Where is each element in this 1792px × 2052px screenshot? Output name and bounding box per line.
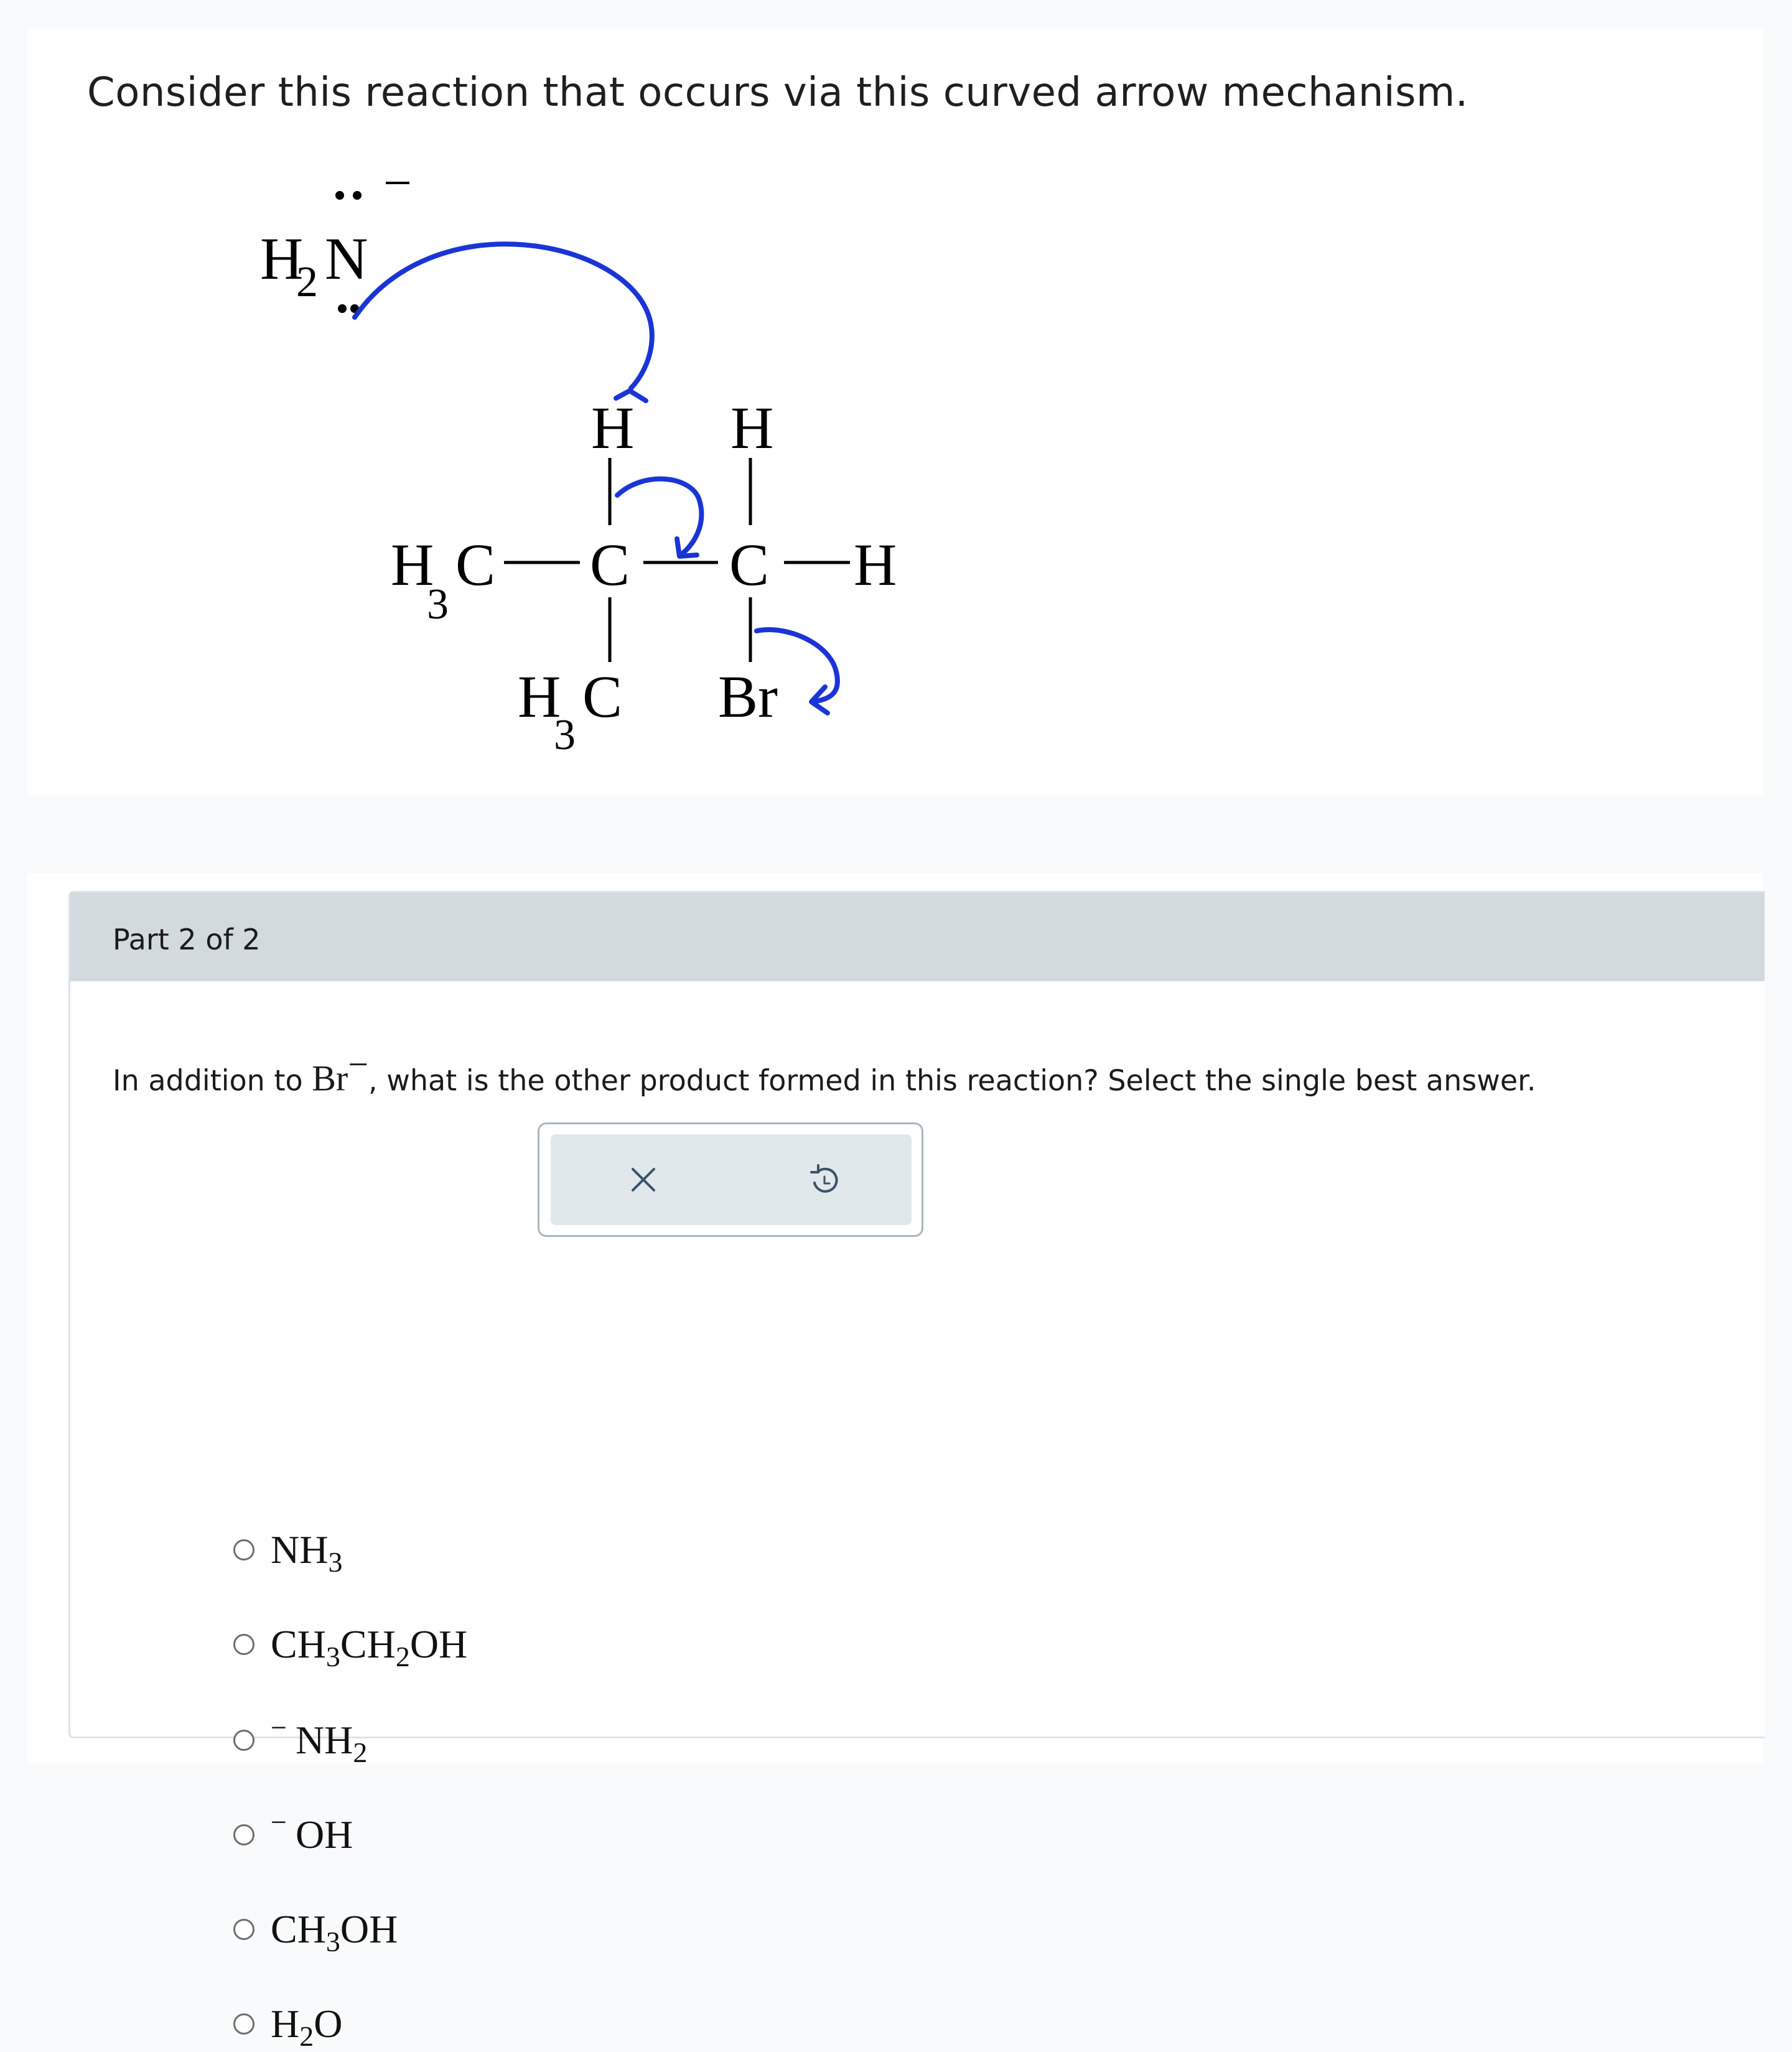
- radio-button[interactable]: [233, 1919, 254, 1940]
- formula-part: CH: [340, 1622, 396, 1666]
- undo-icon: [806, 1162, 842, 1198]
- formula-part: OH: [409, 1622, 468, 1666]
- option-formula: [271, 1907, 398, 1957]
- atom-h-right: H: [854, 531, 897, 598]
- option-formula: [271, 1712, 368, 1768]
- atoms: [391, 394, 897, 759]
- nucleophile: [260, 183, 409, 313]
- formula-subscript: 2: [395, 1641, 410, 1672]
- atom-left-sub: 3: [427, 581, 449, 628]
- lone-pair-dot: [353, 191, 362, 200]
- option-nh3[interactable]: [233, 1525, 343, 1578]
- curved-arrows: [355, 244, 838, 713]
- formula-part: OH: [295, 1812, 353, 1857]
- atom-bottom-c: C: [582, 663, 623, 730]
- question-panel: [27, 27, 1763, 796]
- close-icon: [628, 1164, 659, 1195]
- formula-subscript: 2: [353, 1737, 368, 1768]
- atom-left-h: H: [391, 531, 434, 598]
- formula-part: CH: [271, 1622, 326, 1666]
- undo-button[interactable]: [796, 1152, 852, 1208]
- toolbar-inner: [551, 1134, 912, 1225]
- atom-h-top-left: H: [591, 394, 635, 461]
- question-title: Consider this reaction that occurs via this curved arrow mechanism.: [87, 70, 1468, 116]
- option-h2o[interactable]: [233, 1999, 343, 2052]
- atom-h-top-right: H: [730, 394, 774, 461]
- clear-button[interactable]: [615, 1152, 671, 1208]
- radio-button[interactable]: [233, 1730, 254, 1751]
- nucleophile-h: H: [260, 225, 304, 292]
- atom-c-right: C: [729, 531, 770, 598]
- formula-part: OH: [340, 1907, 398, 1951]
- radio-button[interactable]: [233, 1634, 254, 1655]
- radio-button[interactable]: [233, 1824, 254, 1845]
- part-header: [70, 893, 1765, 981]
- lone-pair-dot: [338, 304, 347, 313]
- atom-bottom-sub: 3: [554, 711, 576, 759]
- radio-button[interactable]: [233, 1539, 254, 1560]
- formula-part: CH: [271, 1907, 326, 1951]
- radio-button[interactable]: [233, 2013, 254, 2035]
- atom-left-c: C: [455, 531, 496, 598]
- formula-subscript: 3: [328, 1546, 343, 1578]
- atom-c-left: C: [590, 531, 630, 598]
- option-formula: [271, 1527, 343, 1578]
- answer-toolbar: [538, 1122, 923, 1237]
- option-formula: [271, 2002, 343, 2052]
- part-label: Part 2 of 2: [113, 923, 261, 956]
- prompt-text-before: In addition to: [113, 1063, 312, 1098]
- formula-part: NH: [295, 1718, 353, 1762]
- option-formula: [271, 1806, 353, 1857]
- formula-subscript: 3: [325, 1926, 340, 1957]
- formula-part: O: [314, 2002, 343, 2046]
- atom-bottom-h: H: [518, 663, 561, 730]
- option-ch3oh[interactable]: [233, 1905, 398, 1957]
- option-ch3ch2oh[interactable]: [233, 1620, 468, 1672]
- formula-subscript: 3: [325, 1641, 340, 1672]
- bonds: [504, 458, 850, 662]
- option-amide-ion[interactable]: [233, 1712, 368, 1768]
- lone-pair-dot: [335, 191, 344, 200]
- mechanism-diagram: [27, 27, 1763, 796]
- option-formula: [271, 1622, 468, 1672]
- prompt-species-charge: −: [348, 1044, 368, 1084]
- question-prompt: [113, 1044, 1536, 1099]
- part-card: [68, 891, 1765, 2052]
- formula-subscript: 2: [299, 2020, 314, 2052]
- formula-part: NH: [271, 1527, 329, 1572]
- formula-charge: −: [271, 1712, 287, 1743]
- prompt-species: Br: [312, 1058, 348, 1099]
- formula-part: H: [271, 2002, 300, 2046]
- curved-arrow-nh2-to-h: [355, 244, 652, 388]
- option-hydroxide[interactable]: [233, 1806, 353, 1860]
- atom-br: Br: [718, 663, 778, 730]
- nucleophile-sub: 2: [296, 258, 318, 306]
- prompt-text-after: , what is the other product formed in this reaction? Select the single best answer.: [368, 1063, 1536, 1098]
- part-panel: [27, 874, 1763, 2052]
- formula-charge: −: [271, 1806, 287, 1838]
- curved-arrow-ch-bond: [617, 479, 701, 555]
- nucleophile-n: N: [325, 225, 368, 292]
